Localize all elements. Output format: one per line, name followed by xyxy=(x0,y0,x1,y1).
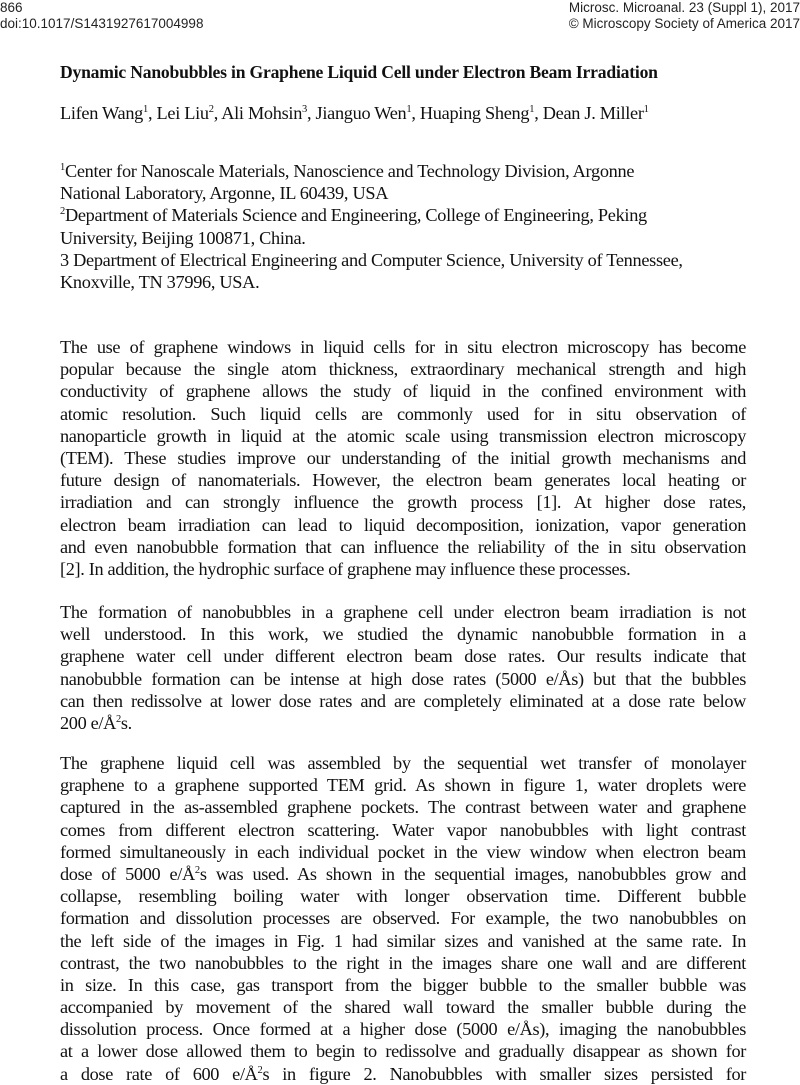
text-line: and even nanobubble formation that can influence the reliability of the in situ observation xyxy=(60,536,746,557)
author: Jianguo Wen$^1$, xyxy=(315,103,420,123)
affiliation-1-cont: National Laboratory, Argonne, IL 60439, USA xyxy=(60,183,389,204)
author: Lifen Wang$^1$, xyxy=(60,103,157,123)
paper-title: Dynamic Nanobubbles in Graphene Liquid Cell under Electron Beam Irradiation xyxy=(60,62,658,82)
running-header-right xyxy=(569,0,800,32)
paragraph-1 xyxy=(60,336,746,580)
text-line: accompanied by movement of the shared wall toward the smaller bubble during the xyxy=(60,997,746,1018)
text-line: [2]. In addition, the hydrophic surface of graphene may influence these processes. xyxy=(60,558,631,579)
author-list xyxy=(60,103,649,124)
paragraph-3 xyxy=(60,752,746,1085)
page-number: 866 xyxy=(0,0,23,15)
text-line: The use of graphene windows in liquid cells for in situ electron microscopy has become xyxy=(60,337,746,357)
text-line: captured in the as-assembled graphene pockets. The contrast between water and graphene xyxy=(60,797,746,818)
text-line: conductivity of graphene allows the study of liquid in the confined environment with xyxy=(60,381,746,402)
text-line: irradiation and can strongly influence the growth process [1]. At higher dose rates, xyxy=(60,492,746,513)
affiliation-2-cont: University, Beijing 100871, China. xyxy=(60,227,306,248)
text-line: the left side of the images in Fig. 1 had similar sizes and vanished at the same rate. In xyxy=(60,930,746,951)
text-line: nanobubble formation can be intense at high dose rates (5000 e/Ås) but that the bubbles xyxy=(60,668,746,689)
paragraph-2 xyxy=(60,601,746,734)
text-line: comes from different electron scattering. Water vapor nanobubbles with light contrast xyxy=(60,819,746,840)
doi[interactable]: doi:10.1017/S1431927617004998 xyxy=(0,16,204,31)
text-line: atomic resolution. Such liquid cells are commonly used for in situ observation of xyxy=(60,403,746,424)
author: Ali Mohsin$^3$, xyxy=(221,103,316,123)
text-line: at a lower dose allowed them to begin to redissolve and gradually disappear as shown for xyxy=(60,1041,746,1062)
author: Lei Liu$^2$, xyxy=(156,103,222,123)
affiliation-2: $^2$Department of Materials Science and Engineering, College of Engineering, Peking xyxy=(60,205,647,226)
running-header-left xyxy=(0,0,203,32)
text-line: electron beam irradiation can lead to liquid decomposition, ionization, vapor generation xyxy=(60,514,746,535)
text-line: popular because the single atom thickness, extraordinary mechanical strength and high xyxy=(60,359,746,380)
text-line: future design of nanomaterials. However, the electron beam generates local heating or xyxy=(60,470,746,491)
affiliation-1: $^1$Center for Nanoscale Materials, Nanoscience and Technology Division, Argonne xyxy=(60,161,635,181)
text-line: The graphene liquid cell was assembled by the sequential wet transfer of monolayer xyxy=(60,753,746,773)
affiliations xyxy=(60,160,760,293)
affiliation-3: 3 Department of Electrical Engineering and Computer Science, University of Tennessee, xyxy=(60,249,683,270)
text-line: can then redissolve at lower dose rates and are completely eliminated at a dose rate below xyxy=(60,690,746,711)
text-line: (TEM). These studies improve our understanding of the initial growth mechanisms and xyxy=(60,447,746,468)
text-line: formation and dissolution processes are observed. For example, the two nanobubbles on xyxy=(60,908,746,929)
text-line: dose of 5000 $e/Å^2s$ was used. As shown in the sequential images, nanobubbles grow and xyxy=(60,863,747,884)
text-line: formed simultaneously in each individual pocket in the view window when electron beam xyxy=(60,841,746,862)
text-line: graphene water cell under different electron beam dose rates. Our results indicate that xyxy=(60,646,746,667)
text-line: nanoparticle growth in liquid at the atomic scale using transmission electron microscopy xyxy=(60,425,746,446)
text-line: The formation of nanobubbles in a graphene cell under electron beam irradiation is not xyxy=(60,602,746,622)
copyright: © Microscopy Society of America 2017 xyxy=(568,16,800,31)
text-line: collapse, resembling boiling water with longer observation time. Different bubble xyxy=(60,886,746,907)
text-line: a dose rate of 600 $e/Å^2s$ in figure 2. Nanobubbles with smaller sizes persisted for xyxy=(60,1063,746,1084)
author: Dean J. Miller$^1$ xyxy=(542,103,649,123)
text-line: dissolution process. Once formed at a higher dose (5000 e/Ås), imaging the nanobubbles xyxy=(60,1019,746,1040)
affiliation-3-cont: Knoxville, TN 37996, USA. xyxy=(60,272,260,293)
text-line: in size. In this case, gas transport from the bigger bubble to the smaller bubble was xyxy=(60,974,746,995)
text-line: 200 $e/Å^2s$. xyxy=(60,712,132,733)
text-line: well understood. In this work, we studied the dynamic nanobubble formation in a xyxy=(60,624,746,645)
text-line: contrast, the two nanobubbles to the right in the images share one wall and are different xyxy=(60,952,746,973)
journal-citation: Microsc. Microanal. 23 (Suppl 1), 2017 xyxy=(568,0,800,15)
author: Huaping Sheng$^1$, xyxy=(419,103,543,123)
text-line: graphene to a graphene supported TEM grid. As shown in figure 1, water droplets were xyxy=(60,775,746,796)
